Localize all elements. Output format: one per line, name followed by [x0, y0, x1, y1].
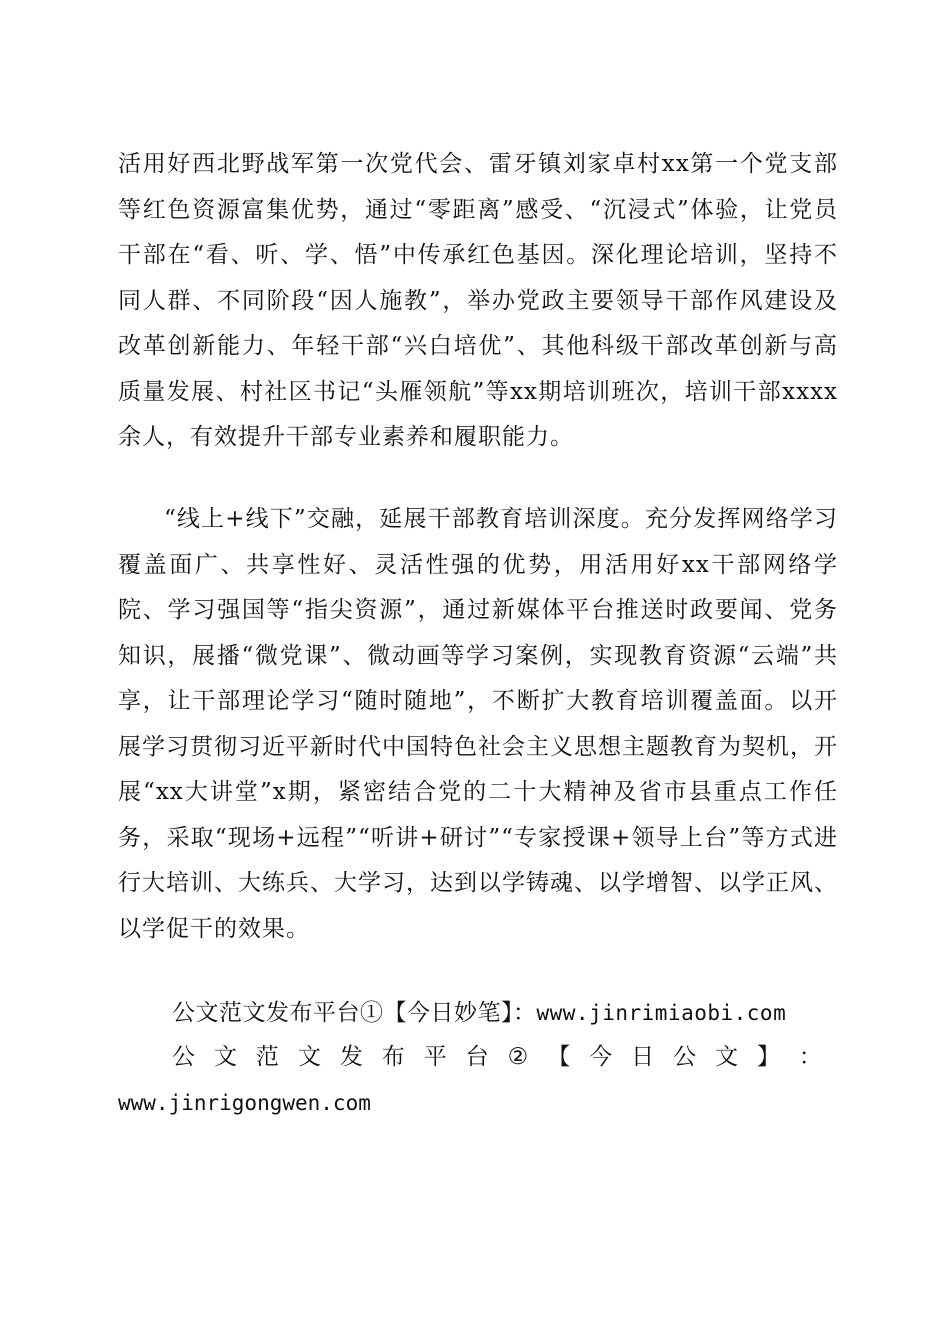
- platform-2-label: [172, 1035, 822, 1081]
- body-paragraph-1: 活用好西北野战军第一次党代会、雷牙镇刘家卓村xx第一个党支部等红色资源富集优势，通过“零距离”感受、“沉浸式”体验，让党员干部在“看、听、学、悟”中传承红色基因。深化理论培训，坚持不同人群、不同阶段“因人施教”，举办党政主要领导干部作风建设及改革创新能力、年轻干部“兴白培优”、其他科级干部改革创新与高质量发展、村社区书记“头雁领航”等xx期培训班次，培训干部xxxx余人，有效提升干部专业素养和履职能力。: [118, 151, 838, 450]
- platform-2-url[interactable]: www.jinrigongwen.com: [118, 1091, 371, 1115]
- platform-1-line: [172, 991, 892, 1037]
- platform-2-label-char: 范: [255, 1044, 279, 1070]
- body-paragraph-2: “线上+线下”交融，延展干部教育培训深度。充分发挥网络学习覆盖面广、共享性好、灵活性强的优势，用活用好xx干部网络学院、学习强国等“指尖资源”，通过新媒体平台推送时政要闻、党务知识，展播“微党课”、微动画等学习案例，实现教育资源“云端”共享，让干部理论学习“随时随地”，不断扩大教育培训覆盖面。以开展学习贯彻习近平新时代中国特色社会主义思想主题教育为契机，开展“xx大讲堂”x期，紧密结合党的二十大精神及省市县重点工作任务，采取“现场+远程”“听讲+研讨”“专家授课+领导上台”等方式进行大培训、大练兵、大学习，达到以学铸魂、以学增智、以学正风、以学促干的效果。: [118, 506, 838, 942]
- platform-2-label-char: 日: [631, 1044, 655, 1070]
- platform-2-label-char: 】: [756, 1044, 780, 1070]
- platform-2-label-char: 文: [715, 1044, 739, 1070]
- platform-1-url[interactable]: www.jinrimiaobi.com: [536, 1001, 787, 1025]
- platform-2-label-char: ②: [507, 1044, 529, 1070]
- platform-2-label-char: 公: [172, 1044, 195, 1070]
- platform-2-label-char: 文: [297, 1044, 321, 1070]
- platform-2-label-char: ：: [798, 1044, 822, 1070]
- platform-2-label-char: 今: [589, 1044, 613, 1070]
- platform-2-label-char: 【: [547, 1044, 571, 1070]
- platform-2-label-char: 发: [339, 1044, 363, 1070]
- platform-2-label-char: 台: [465, 1044, 489, 1070]
- platform-2-url-line: [118, 1081, 838, 1127]
- platform-2-label-char: 公: [673, 1044, 697, 1070]
- platform-1-label: 公文范文发布平台①【今日妙笔】：: [172, 1000, 537, 1026]
- platform-2-label-char: 布: [381, 1044, 405, 1070]
- platform-2-label-char: 文: [213, 1044, 237, 1070]
- platform-2-label-char: 平: [423, 1044, 447, 1070]
